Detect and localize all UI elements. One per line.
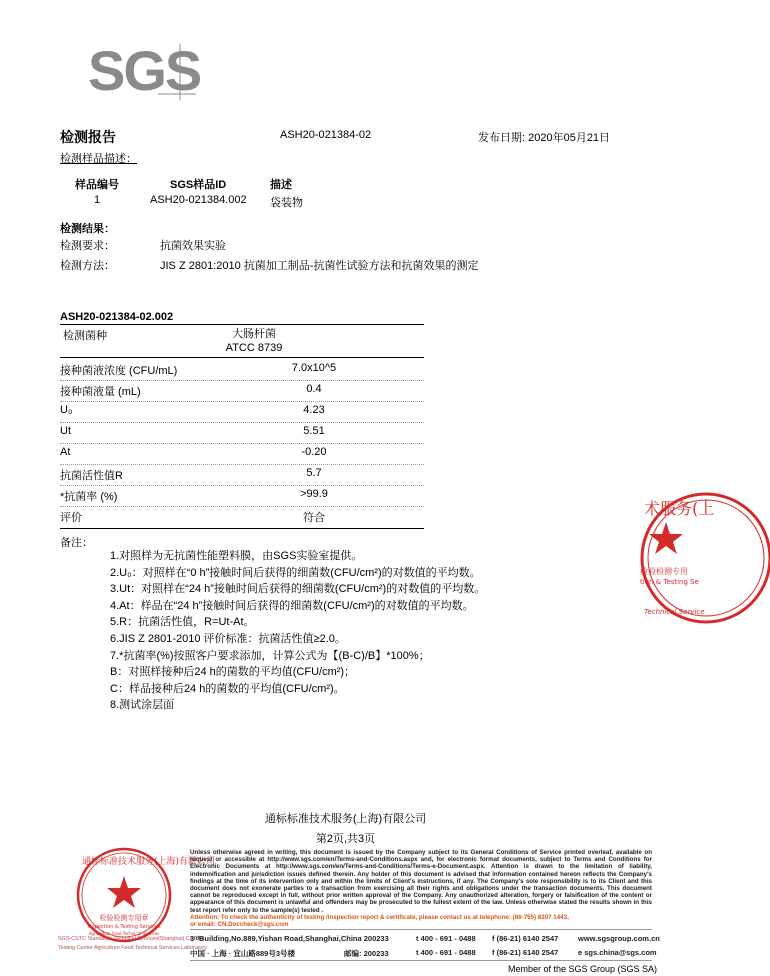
notes-title: 备注： bbox=[60, 537, 93, 549]
row-value: 7.0x10^5 bbox=[291, 362, 337, 374]
table-bottom-rule bbox=[60, 528, 424, 529]
sgs-sample-id-value: ASH20-021384.002 bbox=[150, 194, 247, 206]
row-label: At bbox=[60, 446, 71, 458]
table-row bbox=[60, 484, 424, 506]
table-row bbox=[60, 442, 424, 464]
fax-cn: f (86-21) 6140 2547 bbox=[492, 948, 559, 957]
address-top-rule bbox=[190, 929, 652, 930]
attention-text: Attention: To check the authenticity of testing /inspection report & certificate, please contact us at telephone: (86-755) 8307 1443, bbox=[190, 913, 569, 921]
requirement-value: 抗菌效果实验 bbox=[160, 240, 226, 252]
telephone-cn: t 400 - 691 - 0488 bbox=[416, 948, 476, 957]
note-item: 8.测试涂层面 bbox=[110, 699, 175, 712]
strain-name: 大肠杆菌 bbox=[232, 328, 276, 340]
legal-disclaimer bbox=[190, 849, 652, 928]
bottom-stamp-top-text: 通标标准技术服务(上海)有限公司 bbox=[82, 857, 216, 867]
footer-company: 通标标准技术服务(上海)有限公司 bbox=[264, 813, 427, 825]
left-stamp-label: SGS-CSTC Standards Technical Services(Shanghai) Co.,Ltd. bbox=[58, 936, 205, 942]
table-row bbox=[60, 421, 424, 443]
description-value: 袋装物 bbox=[270, 197, 303, 209]
strain-header-label: 检测菌种 bbox=[63, 330, 107, 342]
table-row bbox=[60, 379, 424, 401]
right-stamp-top-text: 术服务(上 bbox=[644, 499, 715, 518]
sgs-logo bbox=[88, 39, 201, 102]
bottom-stamp-en2-text: Agriculture Food Technical Services bbox=[88, 931, 160, 936]
address-en: 3ʳᵈBuilding,No.889,Yishan Road,Shanghai,China 200233 bbox=[190, 934, 389, 943]
note-item: B：对照样接种后24 h的菌数的平均值(CFU/cm²)； bbox=[110, 666, 356, 679]
note-item: C：样品接种后24 h的菌数的平均值(CFU/cm²)。 bbox=[110, 682, 345, 695]
telephone: t 400 - 691 - 0488 bbox=[416, 934, 476, 943]
bottom-stamp bbox=[62, 840, 216, 940]
bottom-stamp-mid-text: 检验检测专用章 bbox=[99, 914, 149, 922]
address-bottom-rule bbox=[190, 960, 652, 961]
bottom-stamp-svg bbox=[62, 840, 216, 940]
strain-code: ATCC 8739 bbox=[225, 342, 283, 354]
report-title: 检测报告 bbox=[60, 129, 116, 145]
row-value: 符合 bbox=[303, 512, 325, 524]
legal-text: Unless otherwise agreed in writing, this document is issued by the Company subject to its General Conditions of Service printed overleaf, available on request or accessible at http://www.sgs.com/en/Terms-and-Conditions.aspx and, for electronic format documents, subject to Terms and Conditions for Electronic Documents at http://www.sgs.com/en/Terms-and-Conditions/Terms-e-Document.aspx. Attention is drawn to the limitation of liability, indemnification and jurisdiction issues defined therein. Any holder of this document is advised that information contained hereon reflects the Company's findings at the time of its intervention only and within the limits of Client's instructions, if any. The Company's sole responsibility is to its Client and this document does not exonerate parties to a transaction from exercising all their rights and obligations under the transaction documents. This document cannot be reproduced except in full, without prior written approval of the Company. Any unauthorized alteration, forgery or falsification of the content or appearance of this document is unlawful and offenders may be prosecuted to the fullest extent of the law. Unless otherwise stated the results shown in this test report refer only to the sample(s) tested . bbox=[190, 849, 652, 914]
results-title: 检测结果： bbox=[60, 223, 115, 235]
row-value: 4.23 bbox=[303, 404, 325, 416]
description-header: 描述 bbox=[270, 179, 292, 191]
table-row bbox=[60, 400, 424, 422]
row-label: Ut bbox=[60, 425, 71, 437]
right-stamp-svg bbox=[640, 488, 770, 628]
issue-date: 发布日期: 2020年05月21日 bbox=[478, 132, 611, 144]
row-value: 5.7 bbox=[306, 467, 322, 479]
sgs-logo-text: SGS bbox=[88, 39, 201, 102]
data-table-id: ASH20-021384-02.002 bbox=[60, 311, 174, 323]
row-label: 评价 bbox=[60, 512, 82, 524]
attention-email: or email: CN.Doccheck@sgs.com bbox=[190, 921, 289, 929]
website: www.sgsgroup.com.cn bbox=[578, 934, 660, 943]
fax: f (86-21) 6140 2547 bbox=[492, 934, 559, 943]
table-row bbox=[60, 358, 424, 380]
sgs-logo-mark bbox=[88, 39, 201, 102]
note-item: 3.Ut：对照样在“24 h”接触时间后获得的细菌数(CFU/cm²)的对数值的平均数。 bbox=[110, 583, 486, 596]
note-item: 7.*抗菌率(%)按照客户要求添加，计算公式为【(B-C)/B】*100%； bbox=[110, 649, 430, 662]
table-row bbox=[60, 463, 424, 485]
requirement-label: 检测要求： bbox=[60, 240, 115, 252]
row-label: *抗菌率 (%) bbox=[60, 491, 118, 503]
note-item: 4.At：样品在“24 h”接触时间后获得的细菌数(CFU/cm²)的对数值的平均数。 bbox=[110, 599, 474, 612]
star-icon bbox=[107, 876, 141, 908]
row-value: >99.9 bbox=[300, 488, 328, 500]
note-item: 5.R：抗菌活性值，R=Ut-At。 bbox=[110, 616, 255, 629]
note-item: 1.对照样为无抗菌性能塑料膜，由SGS实验室提供。 bbox=[110, 550, 363, 562]
table-row bbox=[60, 505, 424, 527]
bottom-stamp-en-text: Inspection & Testing Services bbox=[87, 924, 161, 930]
sgs-sample-id-header: SGS样品ID bbox=[170, 179, 227, 191]
postcode-cn: 邮编: 200233 bbox=[344, 949, 389, 958]
address-cn: 中国 · 上海 · 宜山路889号3号楼 bbox=[190, 949, 296, 958]
row-label: U₀ bbox=[60, 404, 73, 416]
row-label: 抗菌活性值R bbox=[60, 470, 123, 482]
row-value: 0.4 bbox=[306, 383, 322, 395]
sample-description-label: 检测样品描述： bbox=[60, 153, 137, 165]
email: e sgs.china@sgs.com bbox=[578, 948, 657, 957]
right-stamp-bottom-text: Technical Service bbox=[644, 608, 705, 616]
right-stamp-mid-text: 检验检测专用 bbox=[640, 567, 688, 576]
report-number: ASH20-021384-02 bbox=[280, 129, 372, 141]
row-label: 接种菌液量 (mL) bbox=[60, 386, 141, 398]
row-value: -0.20 bbox=[301, 446, 327, 458]
right-stamp-en-text: tion & Testing Se bbox=[640, 578, 699, 586]
member-of-sgs: Member of the SGS Group (SGS SA) bbox=[508, 964, 658, 974]
note-item: 6.JIS Z 2801-2010 评价标准：抗菌活性值≥2.0。 bbox=[110, 632, 346, 645]
page-number: 第2页,共3页 bbox=[315, 833, 376, 845]
left-stamp-label-2: Testing Center Agriculture Food Technical Services Laboratory bbox=[58, 945, 207, 951]
method-value: JIS Z 2801:2010 抗菌加工制品-抗菌性试验方法和抗菌效果的测定 bbox=[160, 260, 479, 272]
note-item: 2.U₀：对照样在“0 h”接触时间后获得的细菌数(CFU/cm²)的对数值的平均数。 bbox=[110, 566, 481, 579]
star-icon bbox=[649, 522, 683, 554]
row-value: 5.51 bbox=[303, 425, 325, 437]
right-stamp bbox=[640, 488, 715, 628]
sample-no-header: 样品编号 bbox=[75, 179, 119, 191]
sample-no-value: 1 bbox=[94, 194, 101, 206]
method-label: 检测方法： bbox=[60, 260, 115, 272]
notes-list bbox=[110, 548, 485, 714]
row-label: 接种菌液浓度 (CFU/mL) bbox=[60, 365, 178, 377]
